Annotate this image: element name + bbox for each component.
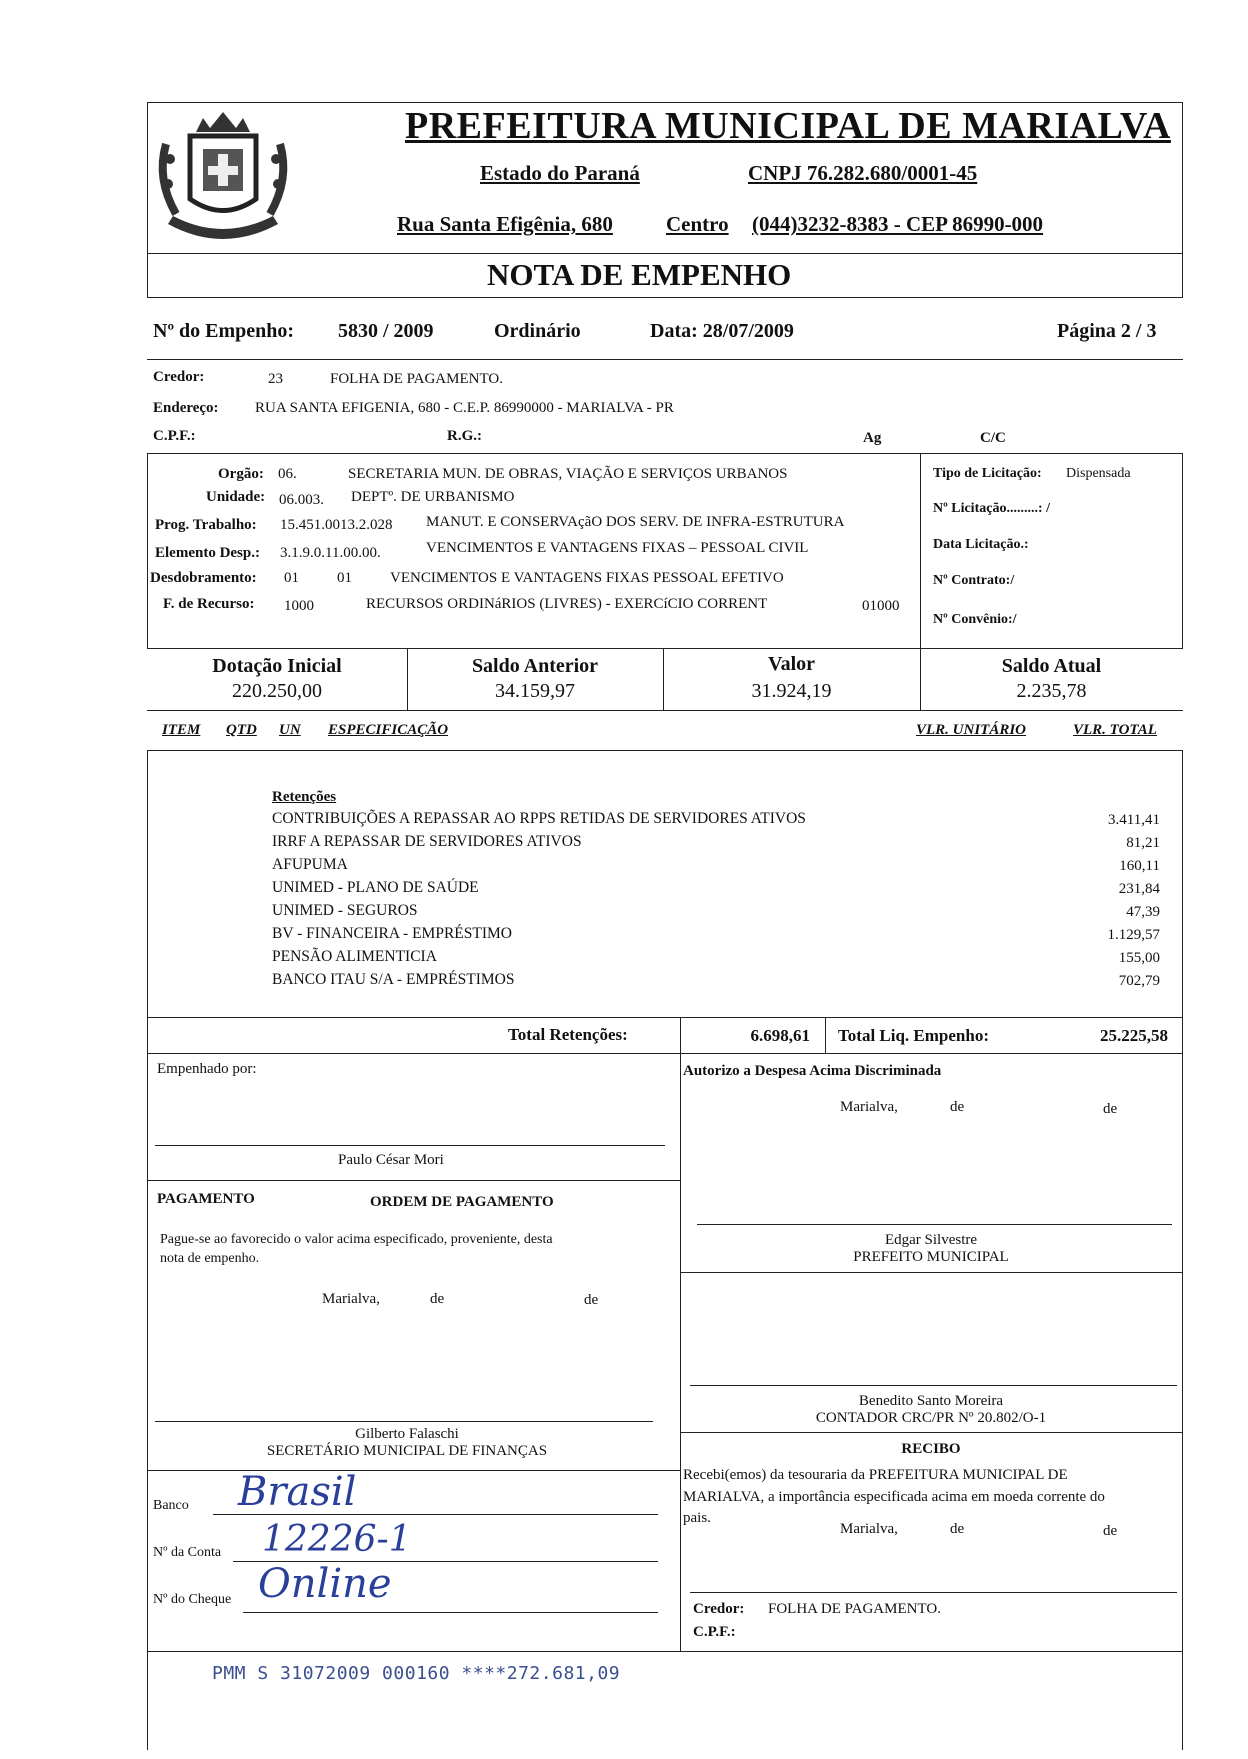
autorizo-de-2: de [1103,1101,1118,1117]
banco-value: Brasil [238,1469,357,1515]
address: Rua Santa Efigênia, 680 [397,212,613,236]
col-qtd: QTD [226,722,257,738]
dotacao-value: 220.250,00 [232,680,322,702]
cheque-line [243,1612,658,1613]
prog-code: 15.451.0013.2.028 [280,517,393,533]
coat-of-arms-logo [148,104,298,254]
total-bottom [147,1053,1183,1054]
retencao-value: 231,84 [1118,881,1160,897]
recibo-credor-value: FOLHA DE PAGAMENTO. [768,1601,941,1617]
licitacao-convenio: Nº Convênio:/ [933,612,1017,627]
address-label: Endereço: [153,400,219,416]
saldo-anterior-value: 34.159,97 [495,680,575,702]
pague-line-2: nota de empenho. [160,1251,260,1266]
empenhado-label: Empenhado por: [157,1061,257,1077]
col-item: ITEM [162,722,201,738]
form-bottom [147,1651,1183,1652]
phone-cep: (044)3232-8383 - CEP 86990-000 [752,212,1044,236]
prog-label: Prog. Trabalho: [155,517,257,533]
pagamento-top [147,1180,680,1181]
recibo-de-1: de [950,1521,965,1537]
unidade-label: Unidade: [206,489,266,505]
total-retencoes-label: Total Retenções: [508,1025,628,1044]
retencao-desc: PENSÃO ALIMENTICIA [272,948,437,965]
saldo-atual-label: Saldo Atual [1001,655,1102,677]
cnpj: CNPJ 76.282.680/0001-45 [748,161,978,185]
empenhado-name: Paulo César Mori [338,1152,444,1168]
retencao-desc: CONTRIBUIÇÕES A REPASSAR AO RPPS RETIDAS DE SERVIDORES ATIVOS [272,810,806,827]
secretario-sign-line [155,1421,653,1422]
retencao-value: 702,79 [1118,973,1160,989]
contador-name: Benedito Santo Moreira [858,1393,1004,1409]
retencao-value: 3.411,41 [1108,812,1160,828]
total-retencoes-value: 6.698,61 [750,1026,810,1045]
empenho-divider [147,359,1183,360]
total-divider-1 [680,1017,681,1053]
empenho-type: Ordinário [494,320,581,342]
sign-center-divider [680,1053,681,1651]
budget-divider [920,453,921,649]
total-divider-2 [825,1017,826,1053]
dotacao-label: Dotação Inicial [212,655,342,677]
cheque-value: Online [258,1561,392,1607]
licitacao-tipo-label: Tipo de Licitação: [933,466,1042,481]
conta-value: 12226-1 [262,1519,412,1560]
orgao-label: Orgão: [218,466,264,482]
desdobramento-label: Desdobramento: [150,570,257,586]
elemento-name: VENCIMENTOS E VANTAGENS FIXAS – PESSOAL CIVIL [426,540,809,556]
banco-line [213,1514,658,1515]
saldo-atual-value: 2.235,78 [1016,680,1087,702]
credor-name: FOLHA DE PAGAMENTO. [330,371,503,387]
retencao-value: 47,39 [1126,904,1160,920]
contador-bottom [680,1432,1182,1433]
credor-code: 23 [268,371,283,387]
pague-marialva: Marialva, [322,1291,380,1307]
contador-sign-line [690,1385,1177,1386]
empenho-date: Data: 28/07/2009 [650,320,794,342]
ordem-label: ORDEM DE PAGAMENTO [370,1194,554,1210]
district: Centro [666,212,729,236]
pague-line-1: Pague-se ao favorecido o valor acima especificado, proveniente, desta [160,1232,553,1247]
unidade-name: DEPTº. DE URBANISMO [351,489,515,505]
col-spec: ESPECIFICAÇÃO [328,722,449,738]
recurso-code: 1000 [284,598,314,614]
cpf-label: C.P.F.: [153,428,196,444]
recibo-cpf-label: C.P.F.: [693,1624,736,1640]
secretario-name: Gilberto Falaschi [355,1426,459,1442]
retencao-value: 1.129,57 [1107,927,1160,943]
cheque-label: Nº do Cheque [153,1592,232,1607]
autorizo-marialva: Marialva, [840,1099,898,1115]
recurso-label: F. de Recurso: [163,596,255,612]
total-liquido-value: 25.225,58 [1100,1026,1168,1045]
conta-label: Nº da Conta [153,1545,222,1560]
retencao-desc: AFUPUMA [272,856,348,873]
recibo-de-2: de [1103,1523,1118,1539]
col-un: UN [279,722,301,738]
retencao-value: 81,21 [1126,835,1160,851]
retencao-desc: BANCO ITAU S/A - EMPRÉSTIMOS [272,971,515,988]
pagamento-label: PAGAMENTO [157,1191,255,1207]
prog-name: MANUT. E CONSERVAçãO DOS SERV. DE INFRA-ESTRUTURA [426,514,845,530]
recibo-marialva: Marialva, [840,1521,898,1537]
licitacao-contrato: Nº Contrato:/ [933,573,1015,588]
unidade-code: 06.003. [279,492,324,508]
retencao-value: 160,11 [1119,858,1160,874]
licitacao-numero: Nº Licitação.........: / [933,501,1050,516]
stamp-text: PMM S 31072009 000160 ****272.681,09 [212,1663,621,1684]
rg-label: R.G.: [447,428,482,444]
page-title: PREFEITURA MUNICIPAL DE MARIALVA [405,105,1171,147]
credor-sign-line [690,1592,1177,1593]
autorizo-de-1: de [950,1099,965,1115]
orgao-name: SECRETARIA MUN. DE OBRAS, VIAÇÃO E SERVIÇOS URBANOS [348,466,788,482]
total-liquido-label: Total Liq. Empenho: [838,1026,989,1045]
totals-bottom [147,710,1183,711]
total-top [147,1017,1183,1018]
recibo-line-3: pais. [683,1510,711,1526]
prefeito-title: PREFEITO MUNICIPAL [853,1249,1009,1265]
autorizo-text: Autorizo a Despesa Acima Discriminada [683,1063,942,1079]
retencao-desc: UNIMED - PLANO DE SAÚDE [272,879,479,896]
doc-title: NOTA DE EMPENHO [487,257,792,292]
empenhado-sign-line [155,1145,665,1146]
prefeito-bottom [680,1272,1182,1273]
recurso-name: RECURSOS ORDINáRIOS (LIVRES) - EXERCíCIO CORRENT [366,596,768,612]
header-divider [147,253,1183,254]
contador-title: CONTADOR CRC/PR Nº 20.802/O-1 [815,1410,1047,1426]
retencao-desc: IRRF A REPASSAR DE SERVIDORES ATIVOS [272,833,582,850]
col-vlr-total: VLR. TOTAL [1073,722,1157,738]
items-header-divider [147,750,1183,751]
retencao-desc: BV - FINANCEIRA - EMPRÉSTIMO [272,925,512,942]
saldo-anterior-label: Saldo Anterior [471,655,599,677]
col-vlr-unit: VLR. UNITÁRIO [916,722,1027,738]
page-number: Página 2 / 3 [1057,320,1157,342]
valor-value: 31.924,19 [751,680,832,702]
credor-label: Credor: [153,369,205,385]
desdobramento-name: VENCIMENTOS E VANTAGENS FIXAS PESSOAL EFETIVO [390,570,784,586]
prefeito-name: Edgar Silvestre [884,1232,978,1248]
licitacao-tipo-value: Dispensada [1066,466,1131,481]
recibo-title: RECIBO [901,1441,961,1457]
ag-label: Ag [863,430,882,446]
recibo-credor-label: Credor: [693,1601,745,1617]
cc-label: C/C [980,430,1006,446]
prefeito-sign-line [697,1224,1172,1225]
desdobramento-code2: 01 [337,570,352,586]
elemento-code: 3.1.9.0.11.00.00. [280,545,381,561]
desdobramento-code1: 01 [284,570,299,586]
retencao-value: 155,00 [1118,950,1160,966]
recibo-line-2: MARIALVA, a importância especificada acima em moeda corrente do [683,1489,1105,1505]
items-left-border [147,750,148,1750]
empenho-number: 5830 / 2009 [338,320,434,342]
items-right-border [1182,750,1183,1750]
elemento-label: Elemento Desp.: [155,545,260,561]
recibo-line-1: Recebi(emos) da tesouraria da PREFEITURA MUNICIPAL DE [683,1467,1068,1483]
secretario-title: SECRETÁRIO MUNICIPAL DE FINANÇAS [266,1443,548,1459]
retencoes-title: Retenções [272,789,337,805]
recurso-code2: 01000 [862,598,900,614]
retencao-desc: UNIMED - SEGUROS [272,902,418,919]
empenho-number-label: Nº do Empenho: [153,320,295,342]
secretario-bottom [147,1470,680,1471]
valor-label: Valor [767,653,816,675]
licitacao-data: Data Licitação.: [933,537,1029,552]
orgao-code: 06. [278,466,297,482]
pague-de-2: de [584,1292,599,1308]
pague-de-1: de [430,1291,445,1307]
credor-address: RUA SANTA EFIGENIA, 680 - C.E.P. 86990000 - MARIALVA - PR [255,400,674,416]
banco-label: Banco [153,1498,189,1513]
state-name: Estado do Paraná [480,161,640,185]
